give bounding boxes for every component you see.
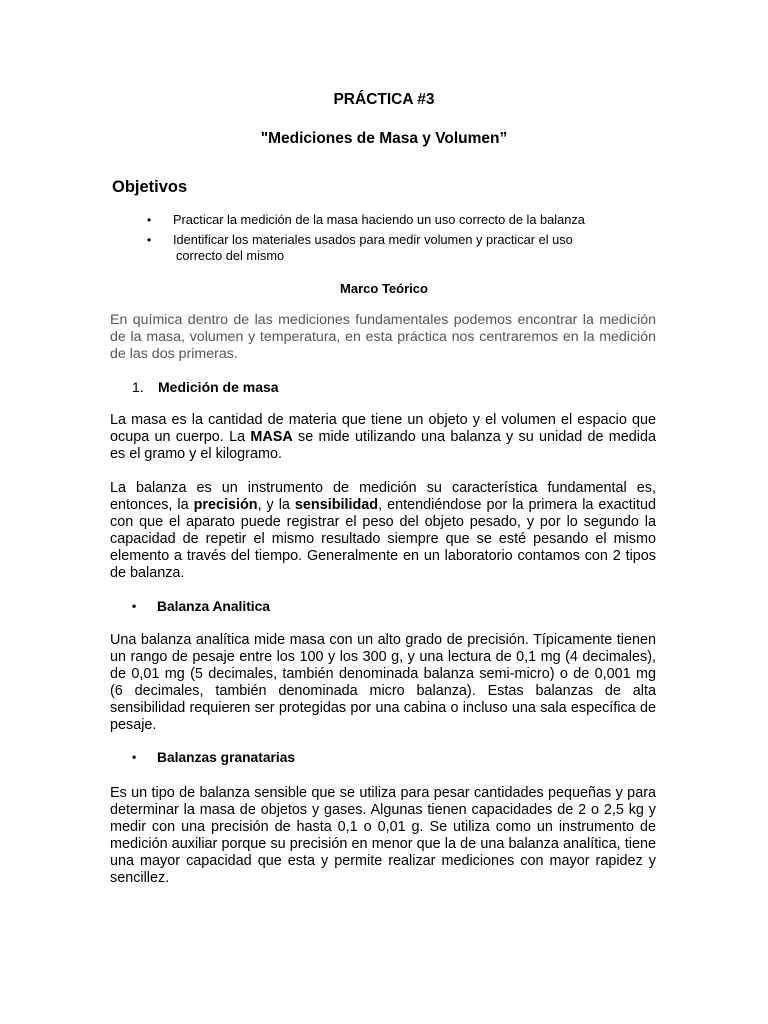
document-title: "Mediciones de Masa y Volumen”	[260, 130, 508, 147]
emphasis-masa: MASA	[250, 429, 293, 445]
paragraph-text: La balanza es un instrumento de medición su característica fundamental es, entonces, la	[110, 480, 656, 513]
theory-intro-paragraph: En química dentro de las mediciones fundamentales podemos encontrar la medición de la masa, volumen y temperatura, en esta práctica nos centraremos en la medición de las dos primeras.	[110, 312, 656, 362]
section-number: 1.	[132, 379, 144, 395]
objective-text: Practicar la medición de la masa haciendo un uso correcto de la balanza	[173, 212, 585, 227]
section-heading-mass	[132, 379, 279, 395]
granataria-balance-paragraph: Es un tipo de balanza sensible que se utiliza para pesar cantidades pequeñas y para determinar la masa de objetos y gases. Algunas tienen capacidades de 2 o 2,5 kg y medir con una precisión de hasta 0,1 o 0,01 g. Se utiliza como un instrumento de medición auxiliar porque su precisión en menor que la de una balanza analítica, tiene una mayor capacidad que esta y permite realizar mediciones con mayor rapidez y sencillez.	[110, 785, 656, 886]
practice-title: PRÁCTICA #3	[333, 91, 435, 108]
objective-item-1	[147, 211, 673, 229]
bullet-icon: •	[132, 599, 137, 613]
paragraph-text: , y la	[257, 497, 295, 513]
paragraph-text: La masa es la cantidad de materia que tiene un objeto y el volumen el espacio que ocupa un cuerpo. La	[110, 412, 656, 445]
analytic-balance-heading	[132, 599, 270, 614]
mass-definition-paragraph	[110, 412, 656, 463]
bullet-icon: •	[132, 750, 137, 764]
objective-item-2-continuation	[176, 247, 676, 265]
theory-heading: Marco Teórico	[340, 281, 428, 296]
subsection-title: Balanzas granatarias	[157, 750, 296, 765]
objective-text: correcto del mismo	[176, 248, 285, 263]
bullet-icon: •	[147, 213, 152, 227]
analytic-balance-paragraph: Una balanza analítica mide masa con un alto grado de precisión. Típicamente tienen un rango de pesaje entre los 100 y los 300 g, y una lectura de 0,1 mg (4 decimales), de 0,01 mg (5 decimales, también denominada balanza semi-micro) o de 0,001 mg (6 decimales, también denominada micro balanza). Estas balanzas de alta sensibilidad requieren ser protegidas por una cabina o incluso una sala específica de pesaje.	[110, 632, 656, 733]
section-title: Medición de masa	[158, 379, 279, 395]
emphasis-precision: precisión	[193, 497, 258, 513]
objectives-heading: Objetivos	[112, 178, 188, 196]
balance-paragraph	[110, 480, 656, 582]
granataria-balance-heading	[132, 750, 296, 765]
paragraph-text: , entendiéndose por la primera la exactitud con que el aparato puede registrar el peso del objeto pesado, y por lo segundo la capacidad de repetir el mismo resultado siempre que se esté pesando el mismo elemento a través del tiempo. Generalmente en un laboratorio contamos con 2 tipos de balanza.	[110, 497, 656, 581]
objective-text: Identificar los materiales usados para medir volumen y practicar el uso	[173, 232, 573, 247]
subsection-title: Balanza Analitica	[157, 599, 270, 614]
emphasis-sensibilidad: sensibilidad	[294, 497, 379, 513]
paragraph-text: se mide utilizando una balanza y su unidad de medida es el gramo y el kilogramo.	[110, 429, 656, 462]
bullet-icon: •	[147, 233, 152, 247]
